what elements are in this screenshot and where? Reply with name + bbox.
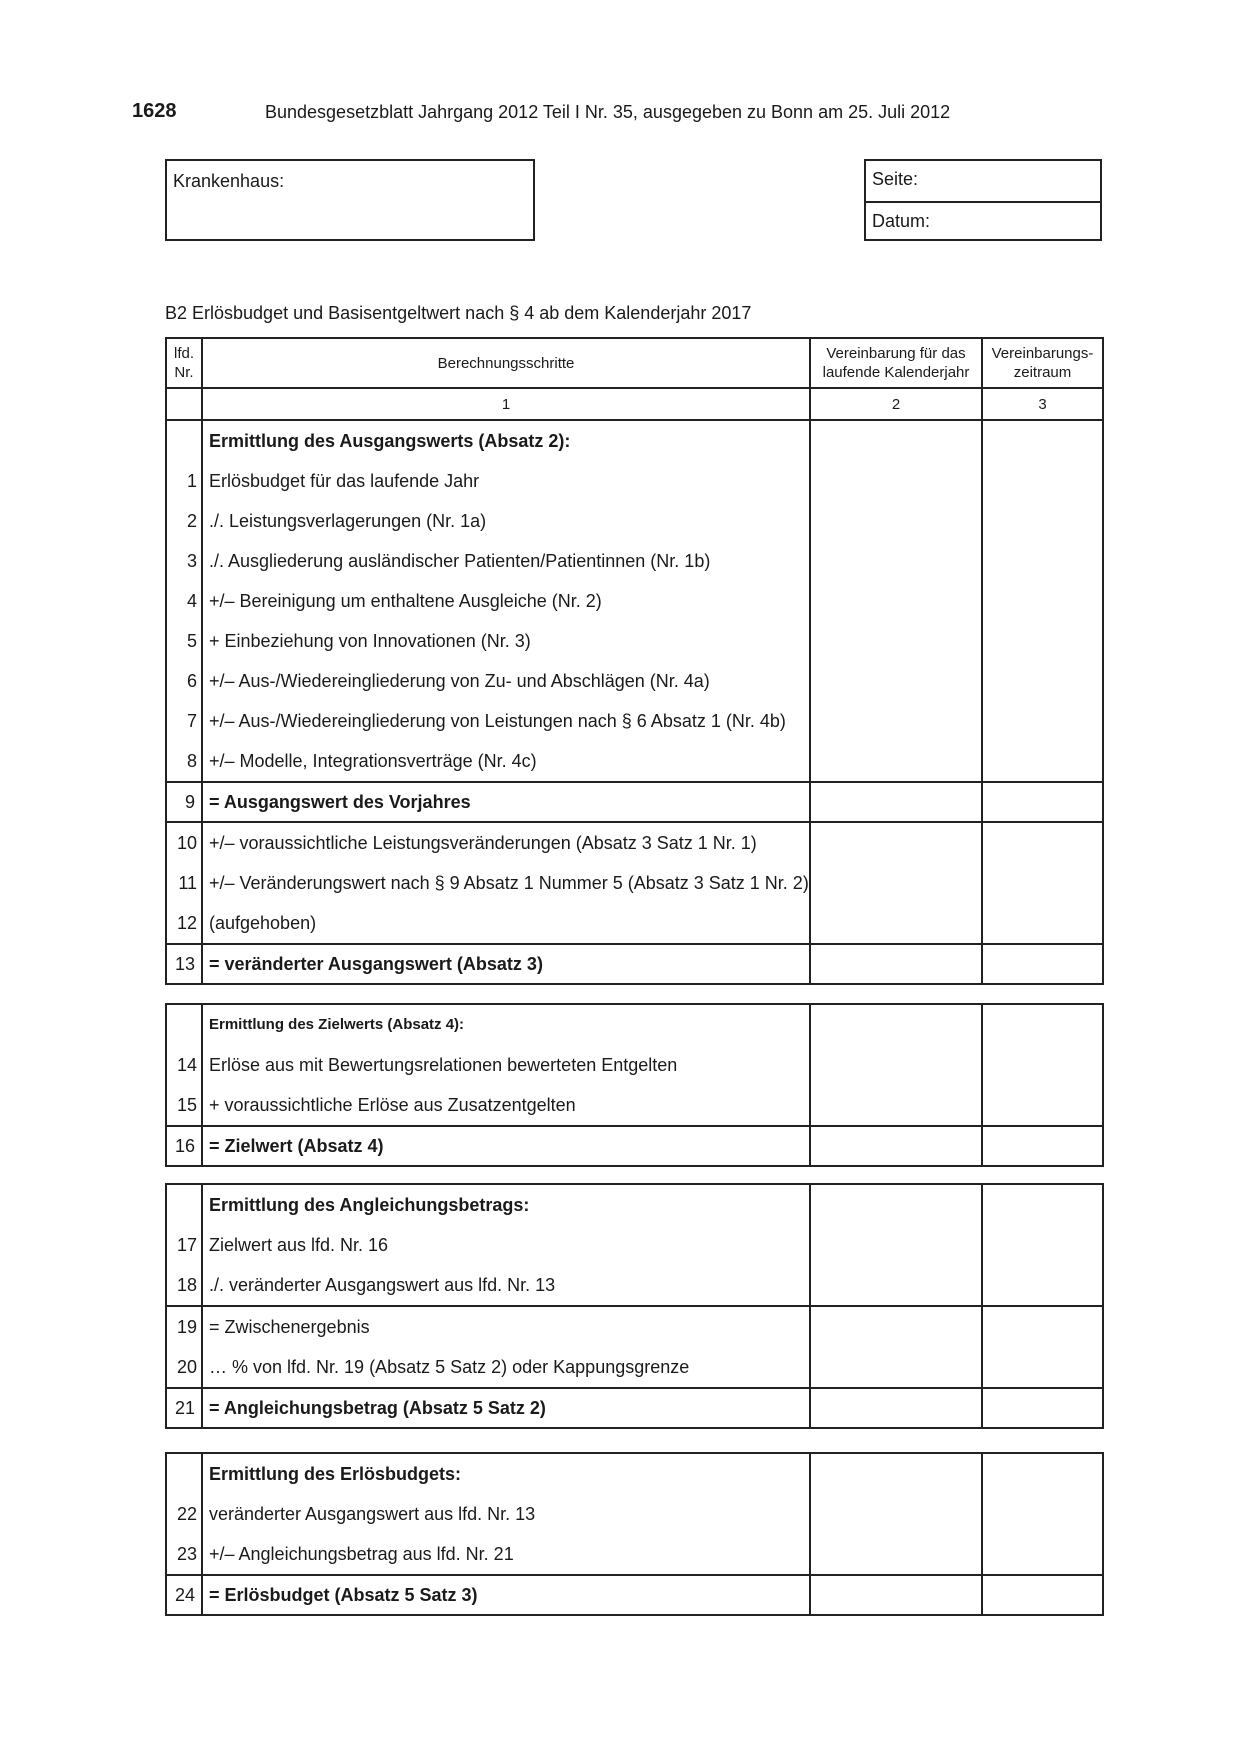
datum-field[interactable]	[866, 201, 1100, 241]
row-text: ./. Leistungsverlagerungen (Nr. 1a)	[209, 511, 487, 531]
input-zeitraum-9[interactable]	[982, 782, 1103, 822]
input-zeitraum-10-12[interactable]	[982, 822, 1103, 944]
row-text: +/– Angleichungsbetrag aus lfd. Nr. 21	[209, 1544, 514, 1564]
krankenhaus-label: Krankenhaus:	[173, 171, 285, 191]
block-heading-erloesbudget: Ermittlung des Erlösbudgets:	[209, 1464, 462, 1484]
row-nr: 20	[176, 1357, 197, 1377]
header-zeitraum-line1: Vereinbarungs-	[991, 345, 1094, 362]
block-heading-angleichungsbetrag: Ermittlung des Angleichungsbetrags:	[209, 1195, 530, 1215]
rows-10-12-group	[166, 822, 1103, 944]
input-zeitraum-16[interactable]	[982, 1126, 1103, 1166]
column-number-2: 2	[810, 388, 982, 420]
row-nr: 13	[166, 944, 202, 984]
rows-14-15-group	[166, 1004, 1103, 1126]
row-text: (aufgehoben)	[209, 913, 317, 933]
publication-title: Bundesgesetzblatt Jahrgang 2012 Teil I Nr. 35, ausgegeben zu Bonn am 25. Juli 2012	[265, 102, 951, 122]
text-column-10-12	[202, 822, 810, 944]
text-column-22-23	[202, 1453, 810, 1575]
section-title: B2 Erlösbudget und Basisentgeltwert nach § 4 ab dem Kalenderjahr 2017	[165, 303, 752, 323]
input-vereinbarung-13[interactable]	[810, 944, 982, 984]
row-text: = veränderter Ausgangswert (Absatz 3)	[202, 944, 810, 984]
row-nr: 9	[166, 782, 202, 822]
input-zeitraum-13[interactable]	[982, 944, 1103, 984]
row-text: = Zielwert (Absatz 4)	[202, 1126, 810, 1166]
row-text: = Angleichungsbetrag (Absatz 5 Satz 2)	[202, 1388, 810, 1428]
seite-datum-box	[864, 159, 1102, 241]
input-vereinbarung-9[interactable]	[810, 782, 982, 822]
input-vereinbarung-24[interactable]	[810, 1575, 982, 1615]
row-text: = Zwischenergebnis	[209, 1317, 370, 1337]
input-zeitraum-19-20[interactable]	[982, 1306, 1103, 1388]
block-heading-zielwert: Ermittlung des Zielwerts (Absatz 4):	[209, 1016, 465, 1033]
row-text: Zielwert aus lfd. Nr. 16	[209, 1235, 389, 1255]
rows-22-23-group	[166, 1453, 1103, 1575]
nr-column-19-20	[166, 1306, 202, 1388]
row-nr: 8	[186, 751, 197, 771]
rows-19-20-group	[166, 1306, 1103, 1388]
row-nr: 18	[176, 1275, 197, 1295]
input-vereinbarung-16[interactable]	[810, 1126, 982, 1166]
row-nr: 15	[176, 1095, 197, 1115]
nr-column-10-12	[166, 822, 202, 944]
row-text: = Erlösbudget (Absatz 5 Satz 3)	[202, 1575, 810, 1615]
nr-column-14-15	[166, 1004, 202, 1126]
input-zeitraum-14-15[interactable]	[982, 1004, 1103, 1126]
nr-column-1-8	[166, 420, 202, 782]
header-lfd-line1: lfd.	[173, 345, 194, 362]
header-nr-line2: Nr.	[174, 364, 194, 381]
input-vereinbarung-19-20[interactable]	[810, 1306, 982, 1388]
datum-label: Datum:	[872, 211, 931, 231]
input-zeitraum-22-23[interactable]	[982, 1453, 1103, 1575]
column-number-row	[166, 388, 1103, 420]
column-number-1: 1	[202, 388, 810, 420]
row-text: ./. veränderter Ausgangswert aus lfd. Nr. 13	[209, 1275, 556, 1295]
row-nr: 16	[166, 1126, 202, 1166]
rows-1-8-group	[166, 420, 1103, 782]
row-text: + voraussichtliche Erlöse aus Zusatzentgelten	[209, 1095, 576, 1115]
input-vereinbarung-22-23[interactable]	[810, 1453, 982, 1575]
heading-spacer	[167, 1185, 201, 1225]
row-nr: 10	[176, 833, 197, 853]
row-text: veränderter Ausgangswert aus lfd. Nr. 13	[209, 1504, 536, 1524]
row-text: Erlöse aus mit Bewertungsrelationen bewerteten Entgelten	[209, 1055, 678, 1075]
row-nr: 23	[176, 1544, 197, 1564]
row-nr: 5	[186, 631, 197, 651]
text-column-17-18	[202, 1184, 810, 1306]
column-number-3: 3	[982, 388, 1103, 420]
krankenhaus-field[interactable]	[165, 159, 535, 241]
header-vereinbarung-line2: laufende Kalenderjahr	[822, 364, 970, 381]
table-angleichungsbetrag	[165, 1183, 1104, 1429]
header-vereinbarung	[810, 338, 982, 388]
rows-17-18-group	[166, 1184, 1103, 1306]
table-zielwert	[165, 1003, 1104, 1167]
nr-column-17-18	[166, 1184, 202, 1306]
row-text: +/– Aus-/Wiedereingliederung von Leistungen nach § 6 Absatz 1 (Nr. 4b)	[209, 711, 786, 731]
table-header-row	[166, 338, 1103, 388]
table-row-9	[166, 782, 1103, 822]
seite-label: Seite:	[872, 169, 919, 189]
text-column-19-20	[202, 1306, 810, 1388]
block-heading-ausgangswert: Ermittlung des Ausgangswerts (Absatz 2):	[209, 431, 571, 451]
row-nr: 12	[176, 913, 197, 933]
row-nr: 3	[186, 551, 197, 571]
row-text: Erlösbudget für das laufende Jahr	[209, 471, 480, 491]
row-text: + Einbeziehung von Innovationen (Nr. 3)	[209, 631, 531, 651]
row-nr: 19	[176, 1317, 197, 1337]
header-zeitraum-line2: zeitraum	[1013, 364, 1072, 381]
input-zeitraum-24[interactable]	[982, 1575, 1103, 1615]
row-nr: 4	[186, 591, 197, 611]
row-text: +/– Veränderungswert nach § 9 Absatz 1 Nummer 5 (Absatz 3 Satz 1 Nr. 2)	[209, 873, 809, 893]
row-nr: 21	[166, 1388, 202, 1428]
row-text: … % von lfd. Nr. 19 (Absatz 5 Satz 2) oder Kappungsgrenze	[209, 1357, 690, 1377]
input-vereinbarung-17-18[interactable]	[810, 1184, 982, 1306]
table-erloesbudget	[165, 1452, 1104, 1616]
page-number: 1628	[132, 100, 177, 122]
row-nr: 14	[176, 1055, 197, 1075]
row-text: +/– Modelle, Integrationsverträge (Nr. 4c)	[209, 751, 537, 771]
row-text: ./. Ausgliederung ausländischer Patienten/Patientinnen (Nr. 1b)	[209, 551, 711, 571]
header-lfd-nr	[166, 338, 202, 388]
table-row-13	[166, 944, 1103, 984]
input-vereinbarung-14-15[interactable]	[810, 1004, 982, 1126]
table-row-21	[166, 1388, 1103, 1428]
table-row-16	[166, 1126, 1103, 1166]
seite-field[interactable]	[866, 161, 1100, 201]
row-text: +/– Aus-/Wiedereingliederung von Zu- und Abschlägen (Nr. 4a)	[209, 671, 710, 691]
row-nr: 17	[176, 1235, 197, 1255]
column-number-blank	[166, 388, 202, 420]
input-vereinbarung-1-8[interactable]	[810, 420, 982, 782]
input-vereinbarung-21[interactable]	[810, 1388, 982, 1428]
row-nr: 1	[186, 471, 197, 491]
text-column-1-8	[202, 420, 810, 782]
row-nr: 2	[186, 511, 197, 531]
row-nr: 7	[186, 711, 197, 731]
row-text: +/– voraussichtliche Leistungsveränderungen (Absatz 3 Satz 1 Nr. 1)	[209, 833, 757, 853]
row-text: = Ausgangswert des Vorjahres	[202, 782, 810, 822]
row-nr: 24	[166, 1575, 202, 1615]
table-row-24	[166, 1575, 1103, 1615]
row-nr: 6	[186, 671, 197, 691]
header-berechnungsschritte: Berechnungsschritte	[202, 338, 810, 388]
row-nr: 22	[176, 1504, 197, 1524]
table-ausgangswert	[165, 337, 1104, 985]
input-vereinbarung-10-12[interactable]	[810, 822, 982, 944]
text-column-14-15	[202, 1004, 810, 1126]
header-zeitraum	[982, 338, 1103, 388]
heading-spacer	[167, 1454, 201, 1494]
header-vereinbarung-line1: Vereinbarung für das	[826, 345, 966, 362]
input-zeitraum-17-18[interactable]	[982, 1184, 1103, 1306]
row-nr: 11	[178, 873, 197, 893]
row-text: +/– Bereinigung um enthaltene Ausgleiche (Nr. 2)	[209, 591, 602, 611]
nr-column-22-23	[166, 1453, 202, 1575]
heading-spacer	[167, 1005, 201, 1045]
input-zeitraum-1-8[interactable]	[982, 420, 1103, 782]
input-zeitraum-21[interactable]	[982, 1388, 1103, 1428]
heading-spacer	[167, 421, 201, 461]
